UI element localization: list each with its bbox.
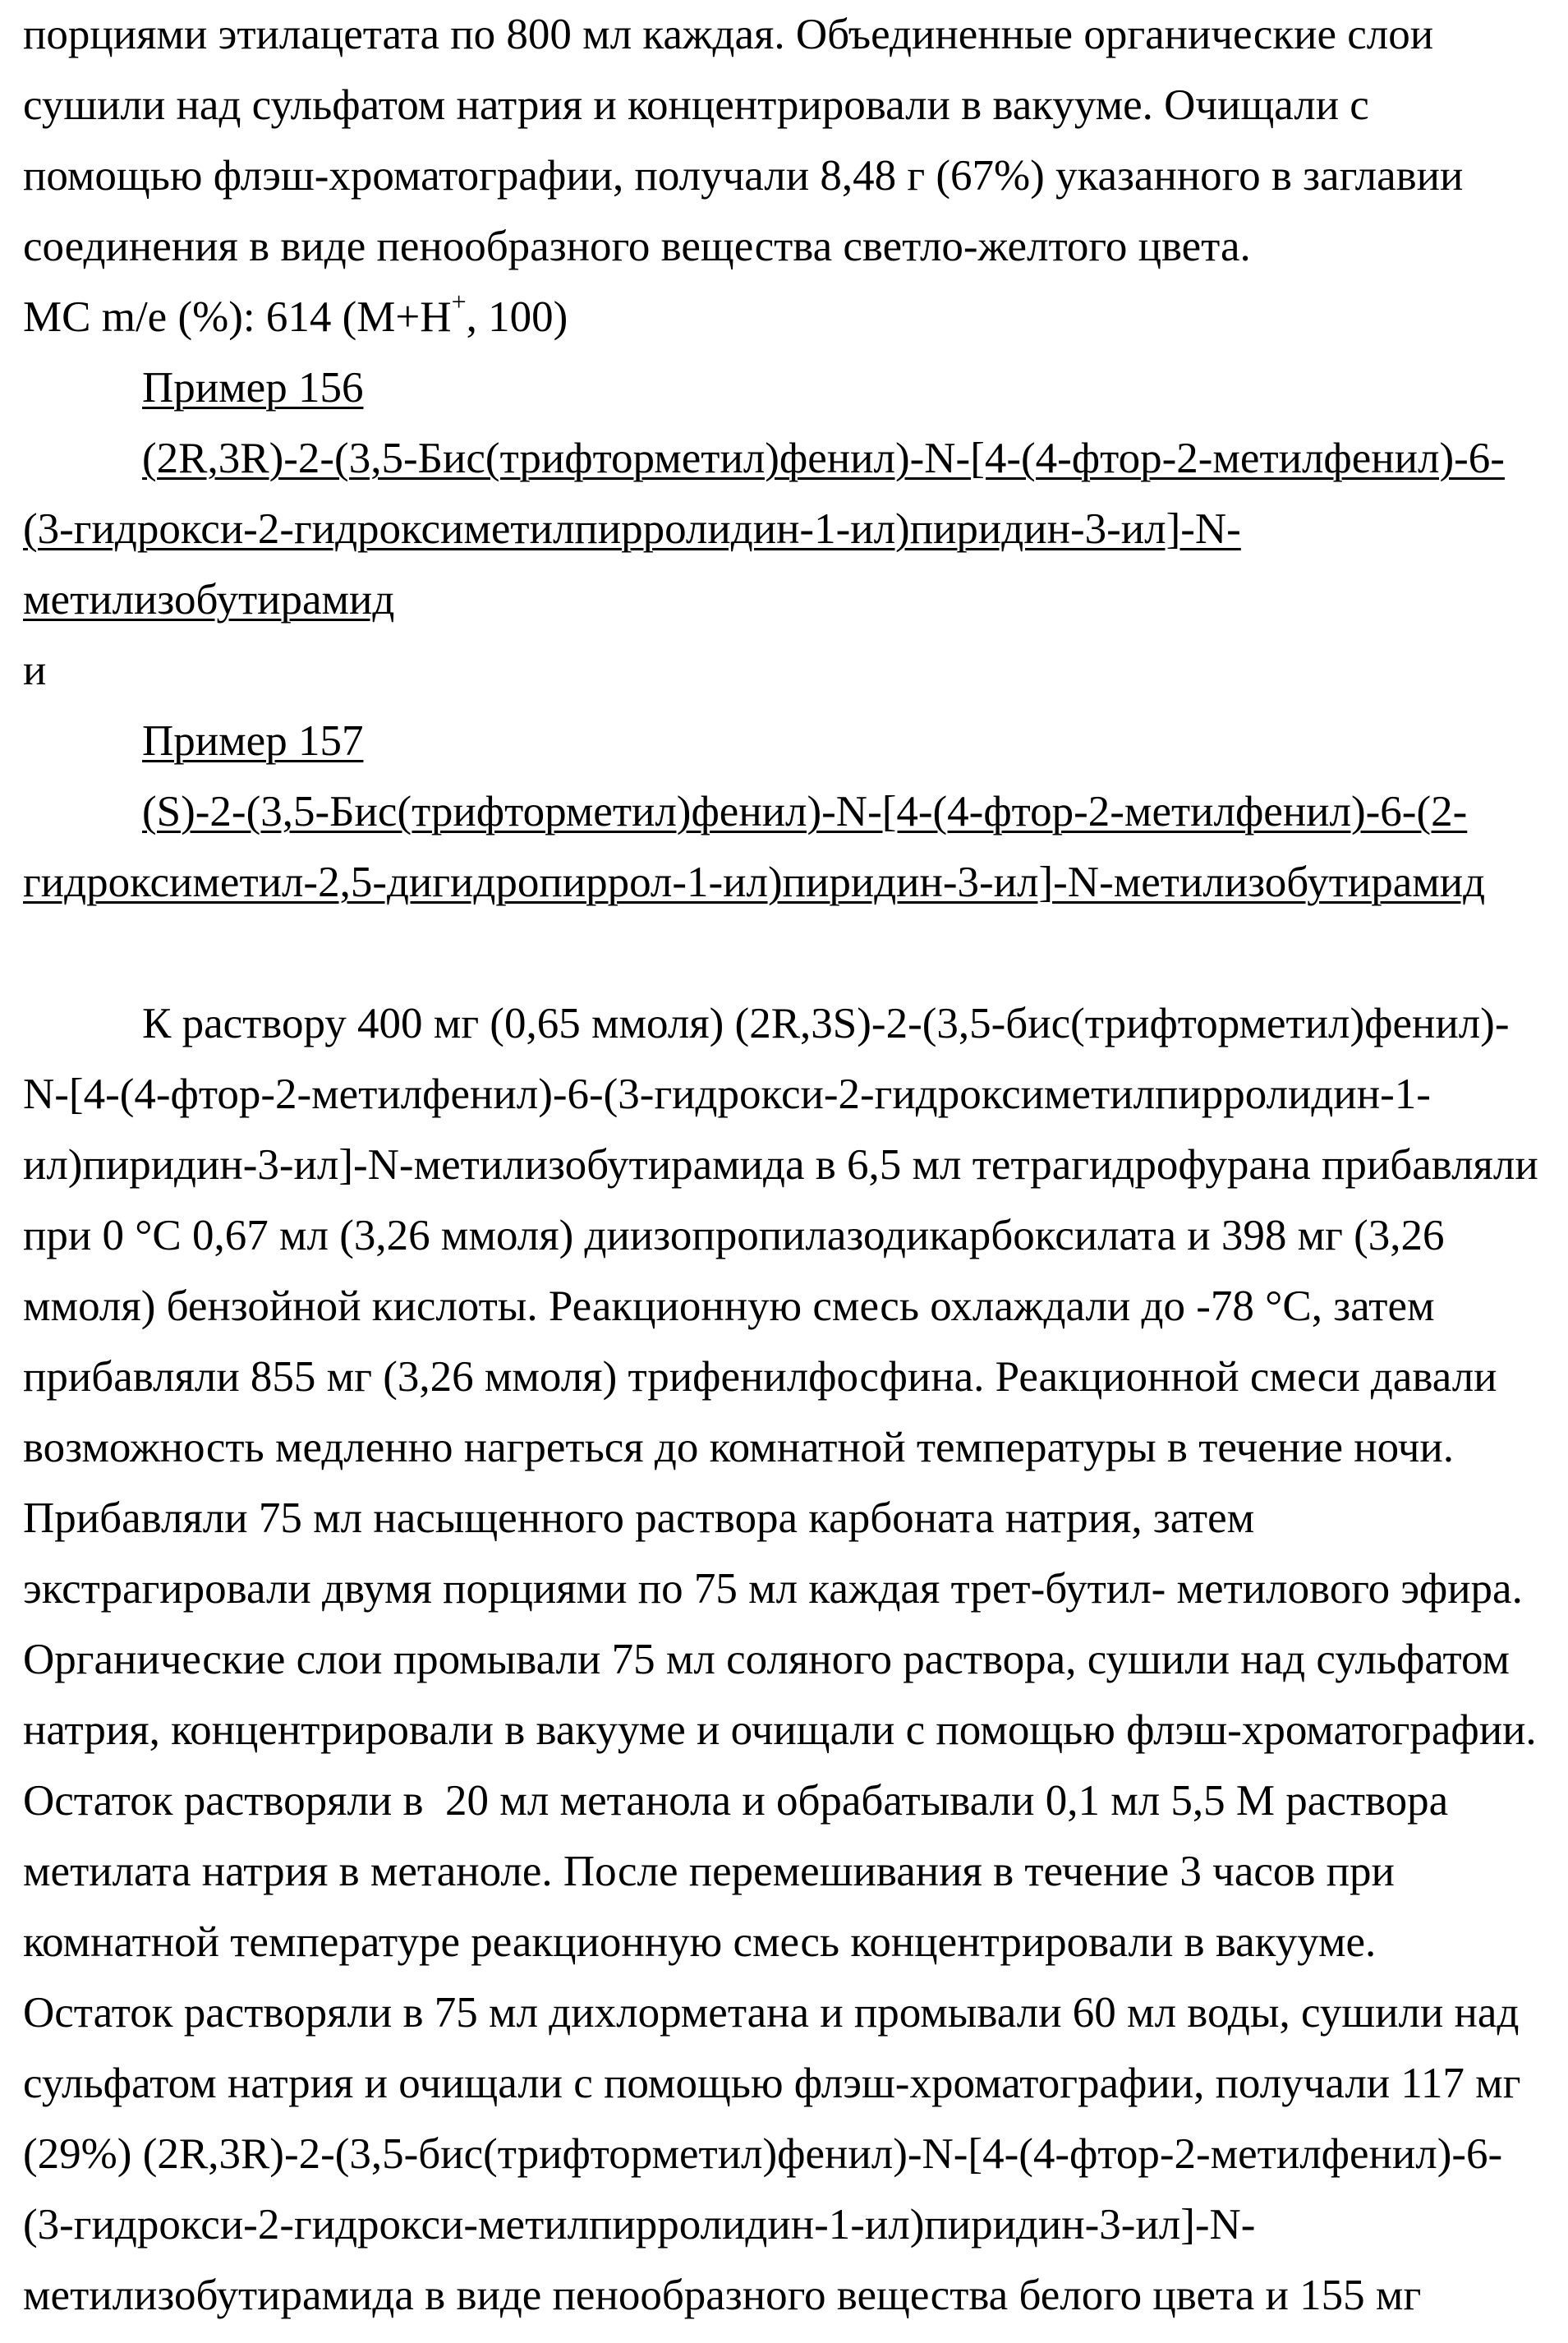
text-line	[23, 1342, 1497, 1412]
line-text: и	[23, 647, 47, 694]
compound-title-line	[142, 423, 1505, 494]
line-text: К раствору 400 мг (0,65 ммоля) (2R,3S)-2-(3,5-бис(трифторметил)фенил)-	[142, 1000, 1510, 1047]
line-text: МС m/e (%): 614 (М+Н	[23, 293, 452, 341]
line-text: сушили над сульфатом натрия и концентрировали в вакууме. Очищали с	[23, 81, 1369, 129]
text-line	[23, 1412, 1454, 1483]
text-line	[23, 2260, 1421, 2331]
compound-title-line	[142, 776, 1467, 847]
compound-title-line	[23, 564, 394, 635]
line-text: ил)пиридин-3-ил]-N-метилизобутирамида в 6,5 мл тетрагидрофурана прибавляли	[23, 1141, 1538, 1189]
line-text: порциями этилацетата по 800 мл каждая. Объединенные органические слои	[23, 11, 1434, 58]
line-text: (S)-2-(3,5-Бис(трифторметил)фенил)-N-[4-(4-фтор-2-метилфенил)-6-(2-	[142, 788, 1468, 835]
line-text: возможность медленно нагреться до комнатной температуры в течение ночи.	[23, 1424, 1455, 1471]
text-line	[23, 211, 1251, 282]
line-text: ммоля) бензойной кислоты. Реакционную смесь охлаждали до -78 °С, затем	[23, 1282, 1435, 1330]
text-line	[23, 1977, 1519, 2048]
paragraph-first-line	[142, 988, 1509, 1059]
line-text: соединения в виде пенообразного вещества светло-желтого цвета.	[23, 223, 1251, 270]
line-text: Органические слои промывали 75 мл соляного раствора, сушили над сульфатом	[23, 1636, 1510, 1683]
line-text: (2R,3R)-2-(3,5-Бис(трифторметил)фенил)-N-[4-(4-фтор-2-метилфенил)-6-	[142, 435, 1505, 482]
line-text: Остаток растворяли в 75 мл дихлорметана и промывали 60 мл воды, сушили над	[23, 1989, 1520, 2037]
line-text-tail: , 100)	[466, 293, 568, 341]
text-line	[23, 2048, 1520, 2119]
text-line	[23, 0, 1433, 70]
text-line	[23, 2119, 1502, 2189]
conjunction-line	[23, 635, 46, 706]
line-text: Остаток растворяли в 20 мл метанола и обрабатывали 0,1 мл 5,5 М раствора	[23, 1777, 1449, 1825]
line-text: Пример 157	[142, 717, 364, 765]
mass-spec-line	[23, 282, 568, 352]
line-text: (29%) (2R,3R)-2-(3,5-бис(трифторметил)фенил)-N-[4-(4-фтор-2-метилфенил)-6-	[23, 2130, 1503, 2178]
text-line	[23, 2189, 1255, 2260]
line-text: Прибавляли 75 мл насыщенного раствора карбоната натрия, затем	[23, 1494, 1255, 1542]
superscript-charge: +	[451, 287, 467, 317]
line-text: метилата натрия в метаноле. После перемешивания в течение 3 часов при	[23, 1848, 1395, 1895]
example-heading	[142, 706, 363, 776]
text-line	[23, 1200, 1445, 1271]
text-line	[23, 140, 1463, 211]
text-line	[23, 1624, 1510, 1695]
text-line	[23, 1554, 1523, 1624]
line-text: помощью флэш-хроматографии, получали 8,48 г (67%) указанного в заглавии	[23, 152, 1464, 200]
text-line	[23, 1765, 1448, 1836]
line-text: прибавляли 855 мг (3,26 ммоля) трифенилфосфина. Реакционной смеси давали	[23, 1353, 1497, 1401]
compound-title-line	[23, 494, 1241, 564]
text-line	[23, 1483, 1254, 1554]
text-line	[23, 1059, 1431, 1130]
example-heading	[142, 352, 363, 423]
line-text: натрия, концентрировали в вакууме и очищали с помощью флэш-хроматографии.	[23, 1706, 1537, 1754]
text-line	[23, 1130, 1538, 1200]
text-line	[23, 70, 1369, 140]
line-text: (3-гидрокси-2-гидрокси-метилпирролидин-1-ил)пиридин-3-ил]-N-	[23, 2201, 1256, 2249]
line-text: гидроксиметил-2,5-дигидропиррол-1-ил)пиридин-3-ил]-N-метилизобутирамид	[23, 858, 1486, 906]
line-text: при 0 °С 0,67 мл (3,26 ммоля) диизопропилазодикарбоксилата и 398 мг (3,26	[23, 1212, 1445, 1259]
line-text: экстрагировали двумя порциями по 75 мл каждая трет-бутил- метилового эфира.	[23, 1565, 1523, 1613]
text-line	[23, 1907, 1376, 1977]
line-text: метилизобутирамид	[23, 576, 395, 624]
text-line	[23, 1695, 1537, 1765]
line-text: Пример 156	[142, 364, 364, 412]
line-text: метилизобутирамида в виде пенообразного вещества белого цвета и 155 мг	[23, 2272, 1422, 2319]
line-text: N-[4-(4-фтор-2-метилфенил)-6-(3-гидрокси-2-гидроксиметилпирролидин-1-	[23, 1070, 1431, 1118]
text-line	[23, 1271, 1435, 1342]
compound-title-line	[23, 847, 1485, 918]
line-text: сульфатом натрия и очищали с помощью флэш-хроматографии, получали 117 мг	[23, 2060, 1521, 2107]
line-text: (3-гидрокси-2-гидроксиметилпирролидин-1-ил)пиридин-3-ил]-N-	[23, 505, 1241, 553]
line-text: комнатной температуре реакционную смесь концентрировали в вакууме.	[23, 1918, 1377, 1966]
text-line	[23, 1836, 1395, 1907]
